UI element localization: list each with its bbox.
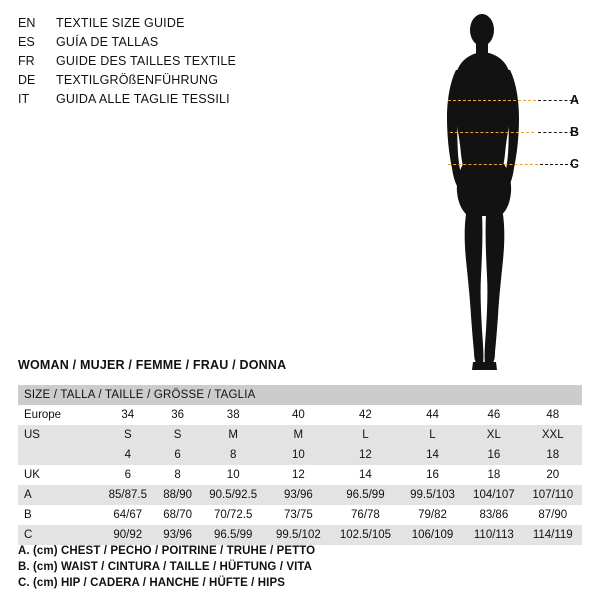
table-cell: 114/119 [524,525,582,545]
table-cell: 34 [100,405,156,425]
table-cell: 14 [330,465,401,485]
table-row [18,465,582,485]
table-cell: 8 [200,445,267,465]
table-cell: S [100,425,156,445]
measurement-legend [18,543,578,591]
language-list [18,14,318,109]
table-cell: 96.5/99 [330,485,401,505]
table-row [18,485,582,505]
table-cell: 102.5/105 [330,525,401,545]
table-header-row [18,385,582,405]
language-row-es [18,33,318,51]
table-cell: 20 [524,465,582,485]
table-cell: 90/92 [100,525,156,545]
table-cell: 68/70 [156,505,200,525]
table-cell: L [330,425,401,445]
row-label: C [18,525,100,545]
table-cell: 46 [464,405,523,425]
table-cell: 12 [330,445,401,465]
language-code: IT [18,92,30,106]
table-cell: 42 [330,405,401,425]
row-label: Europe [18,405,100,425]
measure-label-c: C [570,157,580,171]
legend-item-hip: C. (cm) HIP / CADERA / HANCHE / HÜFTE / HIPS [18,577,286,589]
table-cell: 36 [156,405,200,425]
measure-label-a: A [570,93,580,107]
language-row-it [18,90,318,108]
measure-line-hip-body [448,164,538,165]
table-cell: 73/75 [267,505,330,525]
row-label: B [18,505,100,525]
table-cell: 8 [156,465,200,485]
table-row [18,445,582,465]
table-cell: 38 [200,405,267,425]
table-cell: 18 [464,465,523,485]
table-cell: 48 [524,405,582,425]
table-cell: 6 [100,465,156,485]
table-cell: 110/113 [464,525,523,545]
language-code: EN [18,16,36,30]
table-cell: 87/90 [524,505,582,525]
table-cell: 99.5/102 [267,525,330,545]
table-cell: 106/109 [401,525,464,545]
table-cell: 76/78 [330,505,401,525]
table-cell: 83/86 [464,505,523,525]
table-cell: 93/96 [267,485,330,505]
table-row [18,405,582,425]
table-cell: 70/72.5 [200,505,267,525]
table-cell: 79/82 [401,505,464,525]
measure-line-waist-body [450,132,534,133]
table-cell: 14 [401,445,464,465]
language-row-en [18,14,318,32]
silhouette-icon [430,8,590,378]
language-text: TEXTILE SIZE GUIDE [56,16,185,30]
language-code: FR [18,54,35,68]
table-cell: 40 [267,405,330,425]
legend-item-chest: A. (cm) CHEST / PECHO / POITRINE / TRUHE / PETTO [18,545,316,557]
legend-item-waist: B. (cm) WAIST / CINTURA / TAILLE / HÜFTUNG / VITA [18,561,313,573]
table-cell: 16 [464,445,523,465]
table-cell: 107/110 [524,485,582,505]
language-code: DE [18,73,36,87]
measure-line-chest-body [448,100,536,101]
table-cell: XXL [524,425,582,445]
table-cell: 93/96 [156,525,200,545]
language-code: ES [18,35,35,49]
row-label: A [18,485,100,505]
row-label: US [18,425,100,445]
section-title: WOMAN / MUJER / FEMME / FRAU / DONNA [18,358,287,372]
table-cell: 16 [401,465,464,485]
size-table [18,385,582,545]
language-text: GUÍA DE TALLAS [56,35,159,49]
table-cell: XL [464,425,523,445]
table-cell: 104/107 [464,485,523,505]
row-label: UK [18,465,100,485]
table-row [18,425,582,445]
language-text: GUIDA ALLE TAGLIE TESSILI [56,92,230,106]
table-cell: L [401,425,464,445]
table-cell: 10 [267,445,330,465]
table-cell: 18 [524,445,582,465]
table-cell: 85/87.5 [100,485,156,505]
row-label [18,445,100,465]
language-text: TEXTILGRÖßENFÜHRUNG [56,73,219,87]
table-cell: S [156,425,200,445]
language-row-de [18,71,318,89]
table-cell: M [200,425,267,445]
female-silhouette-figure [430,8,590,378]
table-header-label: SIZE / TALLA / TAILLE / GRÖSSE / TAGLIA [18,385,582,405]
measure-label-b: B [570,125,580,139]
table-cell: 4 [100,445,156,465]
language-row-fr [18,52,318,70]
table-cell: 64/67 [100,505,156,525]
table-row [18,505,582,525]
table-cell: 6 [156,445,200,465]
table-cell: 99.5/103 [401,485,464,505]
table-cell: 88/90 [156,485,200,505]
table-cell: 96.5/99 [200,525,267,545]
table-row [18,525,582,545]
table-cell: 12 [267,465,330,485]
language-text: GUIDE DES TAILLES TEXTILE [56,54,237,68]
table-cell: 90.5/92.5 [200,485,267,505]
table-cell: M [267,425,330,445]
table-cell: 10 [200,465,267,485]
table-cell: 44 [401,405,464,425]
